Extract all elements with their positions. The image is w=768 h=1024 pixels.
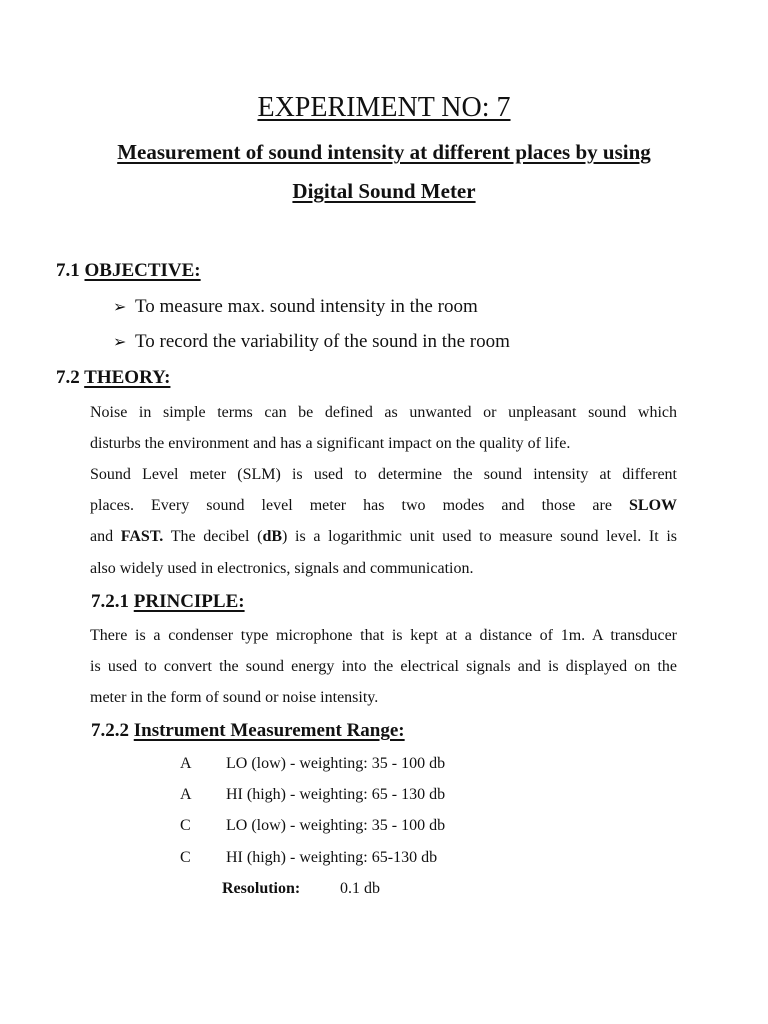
page-title: EXPERIMENT NO: 7 [257,92,511,123]
experiment-subtitle-line-1: Measurement of sound intensity at different places by using [117,140,651,164]
objective-item-text: To measure max. sound intensity in the room [135,296,478,317]
objective-heading-label: OBJECTIVE: [84,260,201,281]
principle-number: 7.2.1 [91,591,129,612]
weighting-range: LO (low) - weighting: 35 - 100 db [226,817,446,834]
weighting-range: HI (high) - weighting: 65-130 db [226,849,438,866]
weighting-code: A [180,786,192,803]
arrowhead-bullet-icon: ➢ [113,334,127,351]
experiment-subtitle-line-2: Digital Sound Meter [292,179,476,203]
theory-paragraph-line: also widely used in electronics, signals and communication. [90,560,474,577]
principle-paragraph-line: meter in the form of sound or noise intensity. [90,689,379,706]
measurement-range-heading [91,720,405,742]
weighting-range: LO (low) - weighting: 35 - 100 db [226,755,446,772]
theory-text: The decibel ( [170,528,263,545]
theory-paragraph-line: disturbs the environment and has a significant impact on the quality of life. [90,435,571,452]
objective-item [113,331,510,353]
objective-number: 7.1 [56,260,80,281]
weighting-code: A [180,755,192,772]
measurement-range-heading-label: Instrument Measurement Range: [133,720,405,741]
principle-heading-label: PRINCIPLE: [133,591,245,612]
theory-paragraph-line [90,521,677,552]
theory-text: places. Every sound level meter has two modes and those are [90,497,612,514]
theory-paragraph-line: Noise in simple terms can be defined as unwanted or unpleasant sound which [90,404,677,421]
theory-heading [56,367,170,389]
resolution-label: Resolution: [222,880,301,897]
principle-paragraph-line: There is a condenser type microphone that is kept at a distance of 1m. A transducer [90,627,677,644]
fast-mode-label: FAST. [120,528,164,545]
weighting-code: C [180,817,191,834]
arrowhead-bullet-icon: ➢ [113,299,127,316]
principle-heading [91,591,245,613]
theory-number: 7.2 [56,367,80,388]
decibel-unit-label: dB [262,528,283,545]
resolution-value: 0.1 db [340,880,380,897]
theory-paragraph-line [90,490,677,521]
objective-item [113,296,478,318]
objective-item-text: To record the variability of the sound in the room [135,331,510,352]
slow-mode-label: SLOW [629,497,678,514]
principle-paragraph-line: is used to convert the sound energy into the electrical signals and is displayed on the [90,658,677,675]
measurement-range-number: 7.2.2 [91,720,129,741]
theory-text: ) is a logarithmic unit used to measure sound level. It is [282,528,678,545]
weighting-range: HI (high) - weighting: 65 - 130 db [226,786,446,803]
objective-heading [56,260,201,282]
theory-paragraph-line: Sound Level meter (SLM) is used to determine the sound intensity at different [90,466,677,483]
theory-heading-label: THEORY: [84,367,171,388]
theory-text: and [90,528,114,545]
weighting-code: C [180,849,191,866]
